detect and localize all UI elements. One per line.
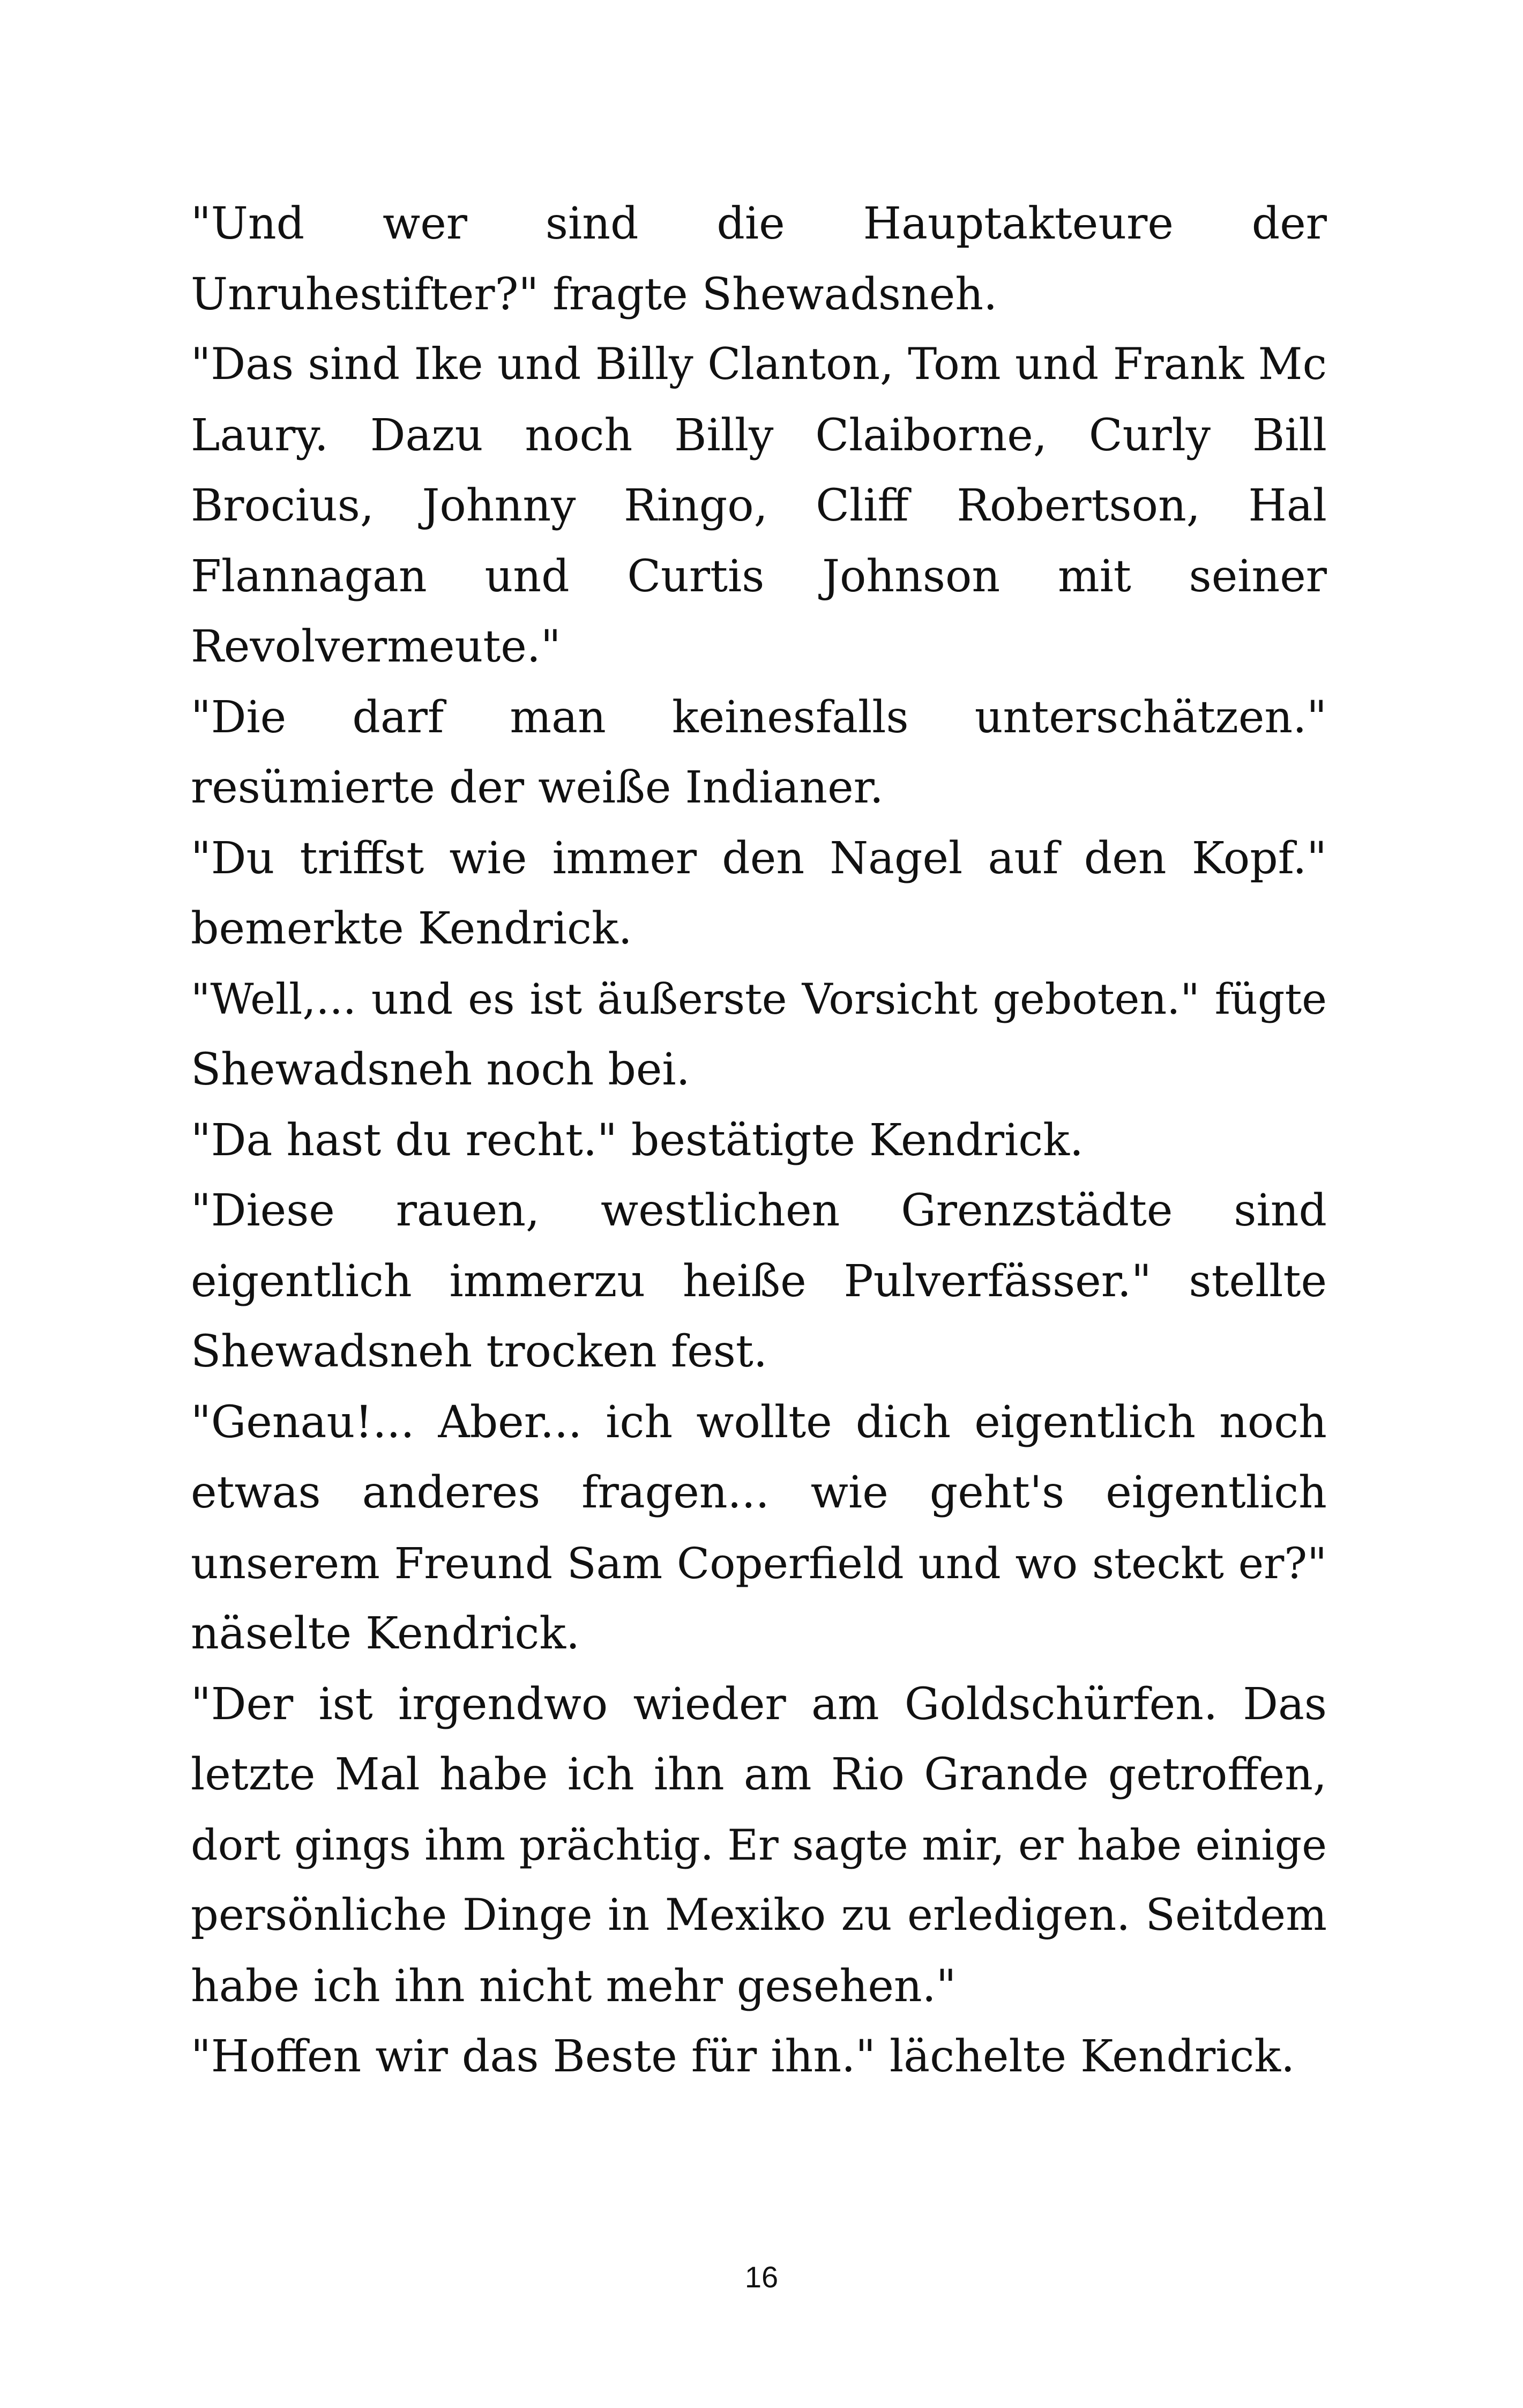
text-line: "Und wer sind die Hauptakteure der xyxy=(191,198,1327,249)
text-line: etwas anderes fragen... wie geht's eigentlich xyxy=(191,1467,1327,1518)
text-line: "Hoffen wir das Beste für ihn." lächelte Kendrick. xyxy=(191,2031,1295,2082)
text-line: bemerkte Kendrick. xyxy=(191,903,632,954)
text-line: persönliche Dinge in Mexiko zu erledigen. Seitdem xyxy=(191,1890,1327,1941)
text-line: "Well,... und es ist äußerste Vorsicht geboten." fügte xyxy=(191,974,1327,1024)
text-line: eigentlich immerzu heiße Pulverfässer." stellte xyxy=(191,1255,1327,1307)
text-line: "Du triffst wie immer den Nagel auf den Kopf." xyxy=(191,833,1327,884)
text-line: Laury. Dazu noch Billy Claiborne, Curly Bill xyxy=(191,410,1327,461)
text-line: unserem Freund Sam Coperfield und wo steckt er?" xyxy=(191,1538,1327,1588)
text-line: dort gings ihm prächtig. Er sagte mir, er habe einige xyxy=(191,1820,1327,1870)
body-text xyxy=(191,189,1327,2092)
text-line: "Diese rauen, westlichen Grenzstädte sind xyxy=(191,1185,1327,1236)
text-line: Shewadsneh trocken fest. xyxy=(191,1326,767,1377)
text-line: "Die darf man keinesfalls unterschätzen." xyxy=(191,692,1327,743)
text-line: Shewadsneh noch bei. xyxy=(191,1044,690,1095)
page-number: 16 xyxy=(744,2260,779,2294)
text-line: "Das sind Ike und Billy Clanton, Tom und Frank Mc xyxy=(191,339,1327,390)
text-line: "Da hast du recht." bestätigte Kendrick. xyxy=(191,1114,1084,1166)
text-line: Unruhestifter?" fragte Shewadsneh. xyxy=(191,269,998,320)
text-line: "Genau!... Aber... ich wollte dich eigentlich noch xyxy=(191,1396,1327,1448)
text-line: Flannagan und Curtis Johnson mit seiner xyxy=(191,551,1327,602)
text-line: Brocius, Johnny Ringo, Cliff Robertson, Hal xyxy=(191,480,1327,531)
text-line: letzte Mal habe ich ihn am Rio Grande getroffen, xyxy=(191,1749,1327,1800)
text-line: habe ich ihn nicht mehr gesehen." xyxy=(191,1960,957,2012)
text-line: näselte Kendrick. xyxy=(191,1608,580,1659)
text-line: Revolvermeute." xyxy=(191,621,561,672)
text-line: "Der ist irgendwo wieder am Goldschürfen. Das xyxy=(191,1678,1327,1730)
text-line: resümierte der weiße Indianer. xyxy=(191,762,884,813)
